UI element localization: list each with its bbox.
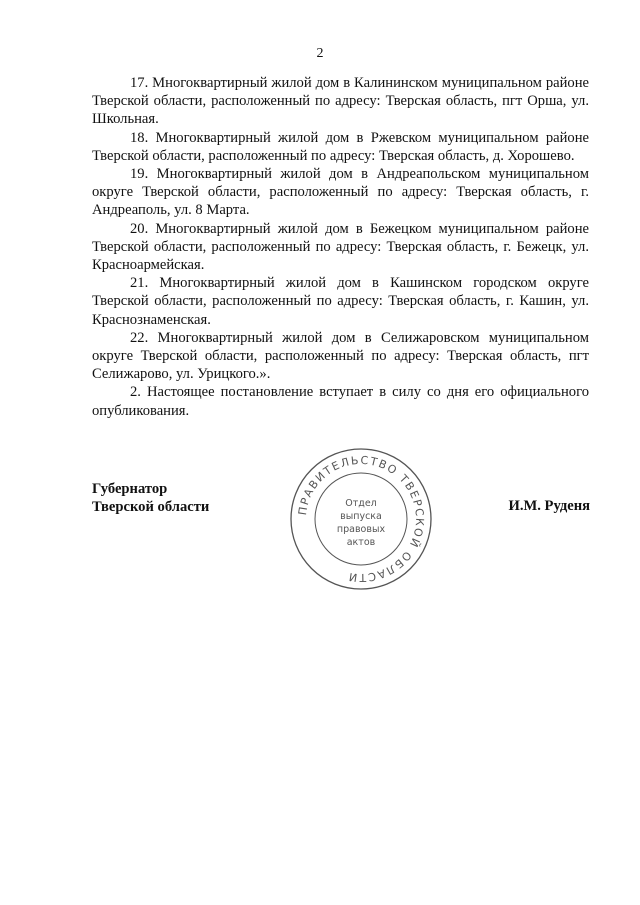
paragraph-item-19: 19. Многоквартирный жилой дом в Андреапольском муниципальном округе Тверской области, расположенный по адресу: Тверская область, г. Андреаполь, ул. 8 Марта. (92, 166, 589, 219)
paragraph-item-20: 20. Многоквартирный жилой дом в Бежецком муниципальном районе Тверской области, расположенный по адресу: Тверская область, г. Бежецк, ул. Красноармейская. (92, 220, 589, 274)
seal-center-line4: актов (346, 537, 376, 548)
paragraph-item-17: 17. Многоквартирный жилой дом в Калининском муниципальном районе Тверской области, расположенный по адресу: Тверская область, пгт Орша, ул. Школьная. (92, 75, 589, 128)
signatory-title-line2: Тверской области (92, 499, 210, 515)
signatory-title-line1: Губернатор (92, 481, 168, 497)
seal-center-line2: выпуска (340, 511, 382, 522)
seal-ring-text: ПРАВИТЕЛЬСТВО ТВЕРСКОЙ ОБЛАСТИ (296, 453, 427, 585)
signatory-name: И.М. Руденя (508, 498, 590, 514)
seal-center-line3: правовых (336, 524, 386, 535)
official-seal (288, 446, 434, 592)
document-body (92, 74, 589, 420)
signatory-title (92, 480, 209, 516)
paragraph-item-21: 21. Многоквартирный жилой дом в Кашинском городском округе Тверской области, расположенный по адресу: Тверская область, г. Кашин, ул. Краснознаменская. (92, 275, 589, 328)
paragraph-item-18: 18. Многоквартирный жилой дом в Ржевском муниципальном районе Тверской области, расположенный по адресу: Тверская область, д. Хорошево. (92, 129, 589, 164)
seal-center-line1: Отдел (345, 498, 377, 509)
paragraph-effective-date: 2. Настоящее постановление вступает в силу со дня его официального опубликования. (92, 384, 589, 419)
page-number: 2 (316, 46, 324, 61)
seal-graphic (288, 446, 434, 592)
paragraph-item-22: 22. Многоквартирный жилой дом в Селижаровском муниципальном округе Тверской области, расположенный по адресу: Тверская область, пгт Селижарово, ул. Урицкого.». (92, 329, 589, 383)
